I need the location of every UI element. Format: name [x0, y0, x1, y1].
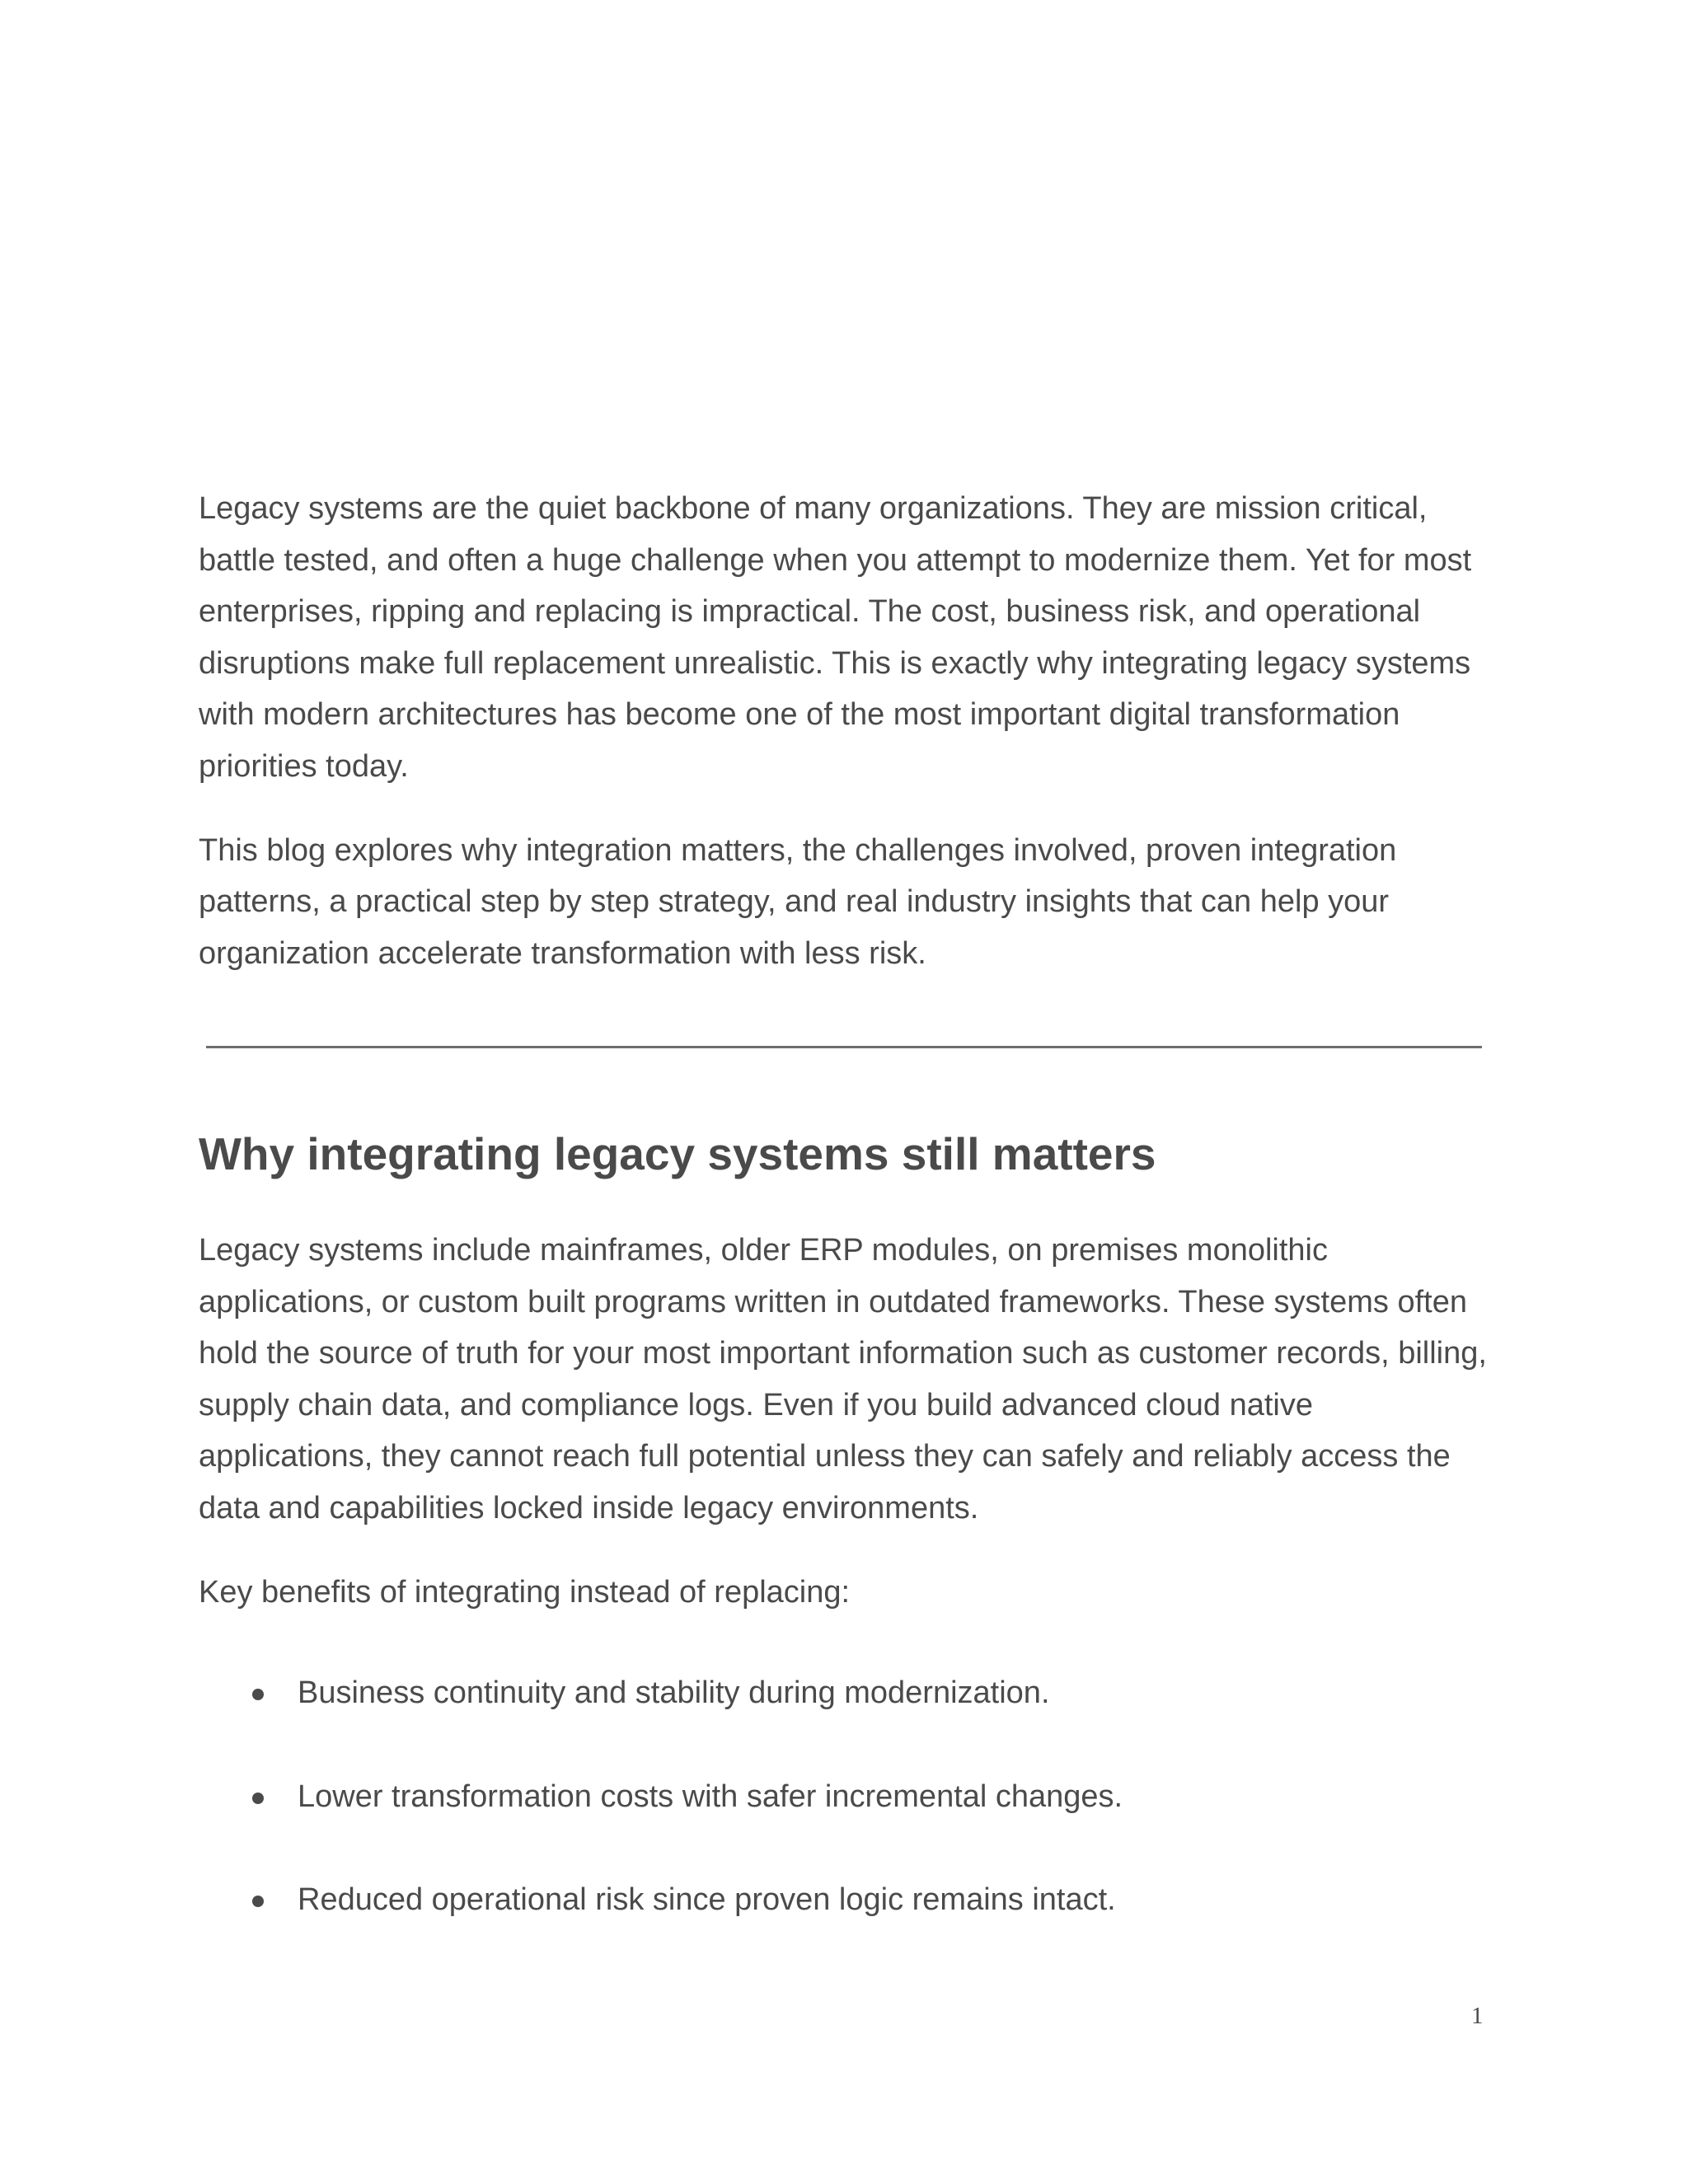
- page-number: 1: [1471, 2003, 1484, 2029]
- section-body: [199, 1225, 1493, 1978]
- intro-paragraph-1: Legacy systems are the quiet backbone of many organizations. They are mission critical, battle tested, and often a huge challenge when you attempt to modernize them. Yet for most enterprises, ripping and replacing is impractical. The cost, business risk, and operational disruptions make full replacement unrealistic. This is exactly why integrating legacy systems with modern architectures has become one of the most important digital transformation priorities today.: [199, 491, 1472, 784]
- bullet-icon: [252, 1689, 264, 1700]
- intro-paragraph-2: This blog explores why integration matters, the challenges involved, proven integration patterns, a practical step by step strategy, and real industry insights that can help your organization accelerate transformation with less risk.: [199, 832, 1397, 971]
- list-item: [199, 1874, 1493, 1926]
- list-item-text: Business continuity and stability during modernization.: [298, 1675, 1050, 1711]
- intro-section: [199, 483, 1493, 979]
- benefits-list: [199, 1667, 1493, 1926]
- list-item: [199, 1667, 1493, 1719]
- list-item-text: Reduced operational risk since proven logic remains intact.: [298, 1882, 1116, 1918]
- benefits-intro: Key benefits of integrating instead of replacing:: [199, 1574, 851, 1610]
- list-item: [199, 1771, 1493, 1823]
- horizontal-divider: [206, 1046, 1482, 1048]
- list-item-text: Lower transformation costs with safer incremental changes.: [298, 1779, 1123, 1814]
- section-heading: Why integrating legacy systems still matters: [199, 1128, 1156, 1179]
- bullet-icon: [252, 1896, 264, 1907]
- bullet-icon: [252, 1793, 264, 1804]
- section-paragraph: Legacy systems include mainframes, older ERP modules, on premises monolithic applications, or custom built programs written in outdated frameworks. These systems often hold the source of truth for your most important information such as customer records, billing, supply chain data, and compliance logs. Even if you build advanced cloud native applications, they cannot reach full potential unless they can safely and reliably access the data and capabilities locked inside legacy environments.: [199, 1233, 1487, 1526]
